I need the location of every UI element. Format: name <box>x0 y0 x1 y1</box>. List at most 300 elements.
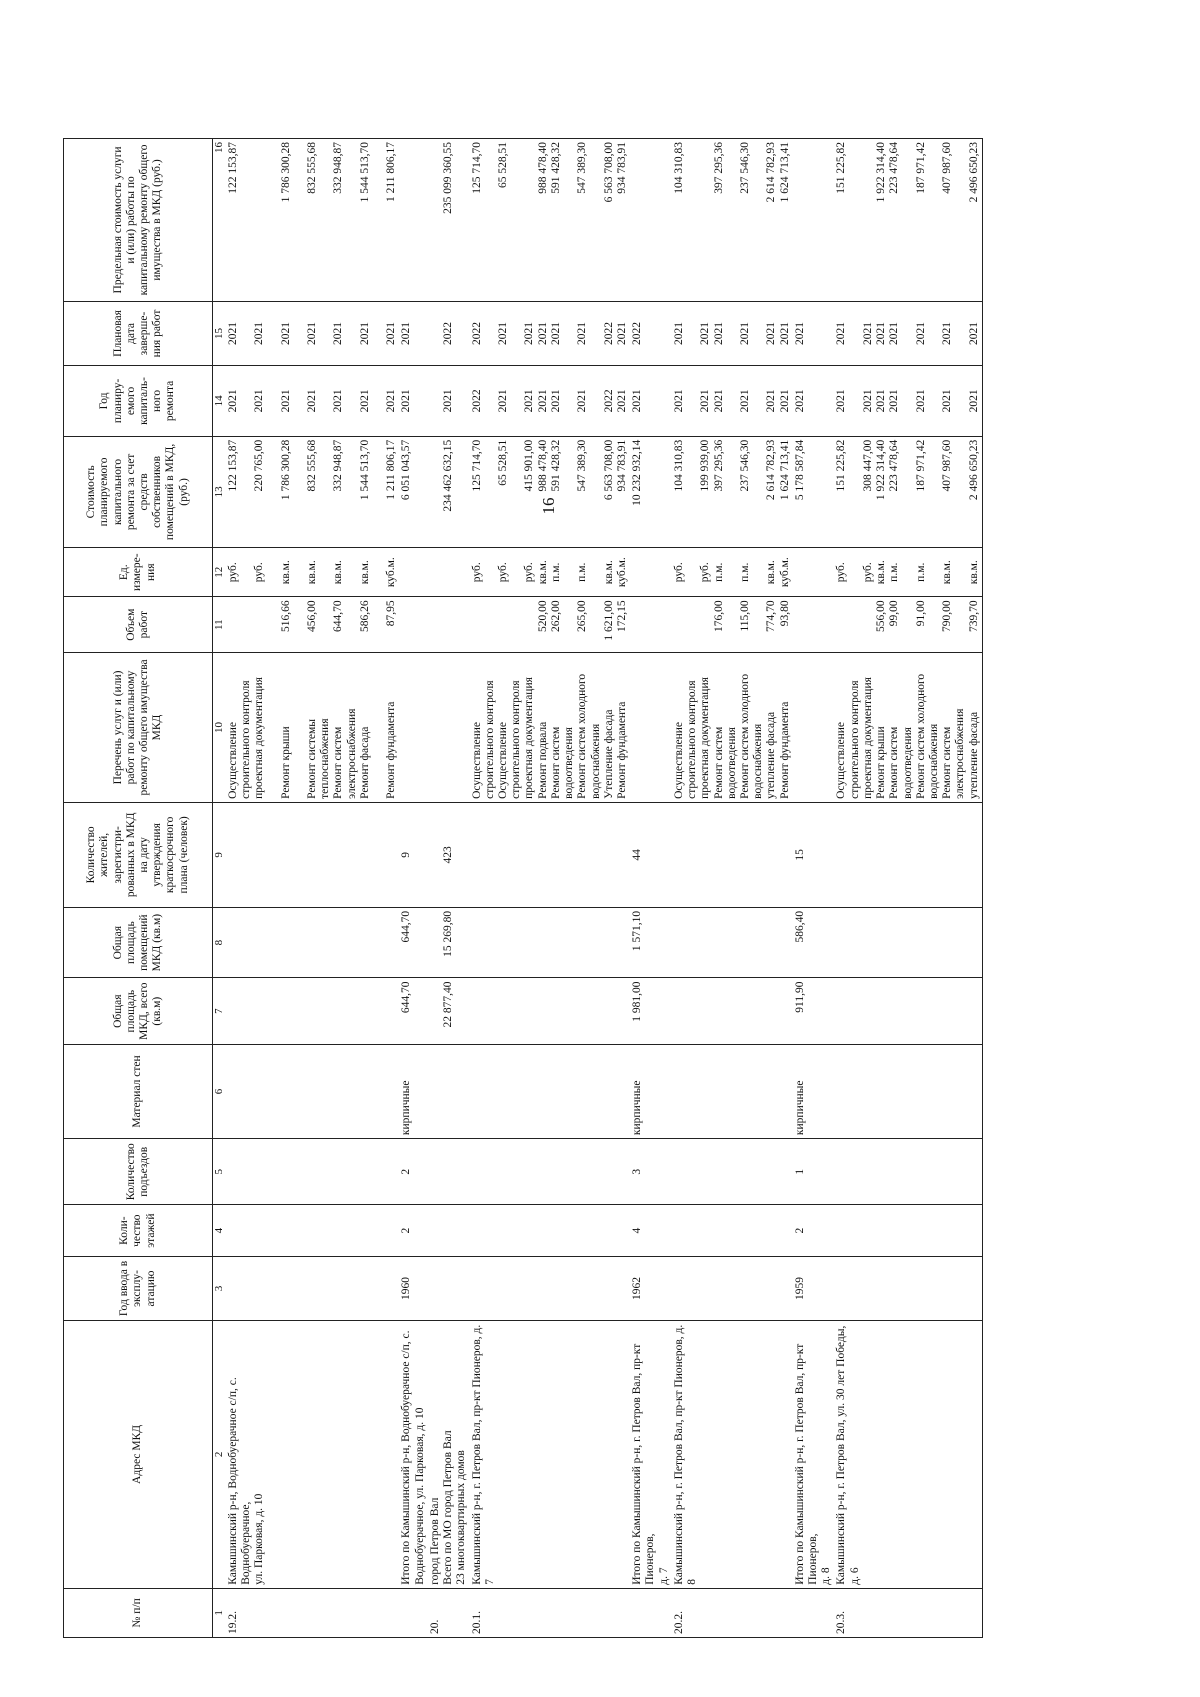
table-cell-col4 <box>630 1205 672 1256</box>
table-cell-col9 <box>630 802 672 907</box>
cell-line: 739,70 <box>967 600 980 632</box>
cell-line <box>266 551 279 593</box>
cell-line <box>429 806 442 904</box>
table-cell-col4 <box>834 1205 982 1256</box>
cell-line: 2021 <box>615 321 628 345</box>
table-cell-col8 <box>399 907 427 978</box>
cell-line: 2021 <box>941 389 954 413</box>
cell-line: п.м. <box>576 562 589 582</box>
cell-line <box>346 440 359 544</box>
cell-line: кирпичные <box>793 1080 806 1136</box>
table-cell-col10 <box>428 653 470 803</box>
cell-line <box>686 551 699 593</box>
table-cell-col5 <box>834 1139 982 1205</box>
cell-line <box>400 551 413 593</box>
cell-line: руб. <box>470 562 483 583</box>
table-row <box>834 139 982 1638</box>
cell-line: 407 987,60 <box>941 142 954 194</box>
cell-line <box>752 440 765 544</box>
cell-line: 151 225,82 <box>835 439 848 492</box>
column-number-14: 14 <box>213 366 226 437</box>
cell-line: 644,70 <box>400 981 413 1014</box>
cell-line: 2021 <box>358 389 371 413</box>
column-header-13: Стоимость планируемого капитального ремонта за счет средств собственников помещений в МКД, (руб.) <box>64 436 213 547</box>
cell-line: Ремонт системы <box>305 718 318 799</box>
cell-line: 237 546,30 <box>738 142 751 194</box>
cell-line <box>590 369 603 433</box>
table-cell-col12 <box>630 548 672 597</box>
cell-line: 1 786 300,28 <box>279 439 292 501</box>
table-cell-col7 <box>428 978 470 1044</box>
cell-line: 516,66 <box>279 600 292 632</box>
table-cell-col4 <box>672 1205 793 1256</box>
table-cell-col7 <box>226 978 400 1044</box>
table-cell-col11 <box>226 597 400 653</box>
cell-line: Ремонт систем холодного <box>914 673 927 799</box>
cell-line: 1 211 806,17 <box>385 439 398 500</box>
cell-line: 591 428,32 <box>549 439 562 492</box>
cell-line: п.м. <box>712 562 725 582</box>
cell-line <box>631 600 644 649</box>
cell-line: 2022 <box>602 321 615 345</box>
table-row <box>226 139 400 1638</box>
table-cell-col13 <box>672 436 793 547</box>
cell-line <box>928 551 941 593</box>
cell-line: водоотведения <box>563 727 576 799</box>
column-number-3: 3 <box>213 1256 226 1320</box>
cell-line: Ремонт систем холодного <box>738 673 751 799</box>
cell-line: 2021 <box>835 389 848 413</box>
cell-line: 415 901,00 <box>523 439 536 492</box>
table-cell-col8 <box>428 907 470 978</box>
cell-line <box>902 600 915 649</box>
cell-line <box>227 911 240 975</box>
cell-line: Итого по Камышинский р-н, г. Петров Вал, пр-кт Пионеров, <box>793 1343 820 1585</box>
column-number-15: 15 <box>213 301 226 365</box>
cell-line <box>293 440 306 544</box>
cell-line: 9 <box>400 852 413 858</box>
cell-line: 2021 <box>778 321 791 345</box>
cell-line: 2021 <box>536 321 549 345</box>
table-cell-col12 <box>399 548 427 597</box>
table-cell-col12 <box>226 548 400 597</box>
column-header-4: Коли-чество этажей <box>64 1205 213 1256</box>
table-cell-col7 <box>470 978 631 1044</box>
cell-line <box>293 142 306 298</box>
cell-line: проектная документация <box>523 677 536 799</box>
cell-line: 2 614 782,93 <box>765 142 778 203</box>
table-cell-col11 <box>428 597 470 653</box>
cell-line: 988 478,40 <box>536 142 549 194</box>
cell-line <box>835 1048 848 1135</box>
cell-line <box>429 142 442 298</box>
table-cell-col9 <box>672 802 793 907</box>
cell-line: 2021 <box>358 321 371 345</box>
cell-line <box>590 305 603 362</box>
cell-line: Ремонт систем <box>941 726 954 799</box>
table-cell-col4 <box>793 1205 835 1256</box>
cell-line <box>240 600 253 649</box>
cell-line: строительного контроля <box>239 680 252 799</box>
cell-line <box>429 911 442 975</box>
table-cell-col12 <box>793 548 835 597</box>
cell-line <box>227 981 240 1040</box>
table-cell-col11 <box>470 597 631 653</box>
cell-line: проектная документация <box>253 677 266 799</box>
table-cell-col3 <box>399 1256 427 1320</box>
cell-line: 2021 <box>253 389 266 413</box>
cell-line <box>673 1208 686 1252</box>
repair-plan-table <box>63 138 983 1638</box>
cell-line <box>631 656 644 799</box>
table-cell-col14 <box>428 366 470 437</box>
cell-line: водоотведения <box>725 727 738 799</box>
cell-line: Итого по Камышинский р-н, г. Петров Вал, пр-кт Пионеров, <box>631 1343 657 1585</box>
table-row <box>470 139 631 1638</box>
cell-line: 1959 <box>793 1276 806 1300</box>
table-cell-col10 <box>470 653 631 803</box>
table-cell-col1 <box>793 1588 835 1637</box>
table-cell-col13 <box>834 436 982 547</box>
table-cell-col14 <box>226 366 400 437</box>
cell-line: 187 971,42 <box>914 439 927 492</box>
cell-line <box>835 600 848 649</box>
cell-line: 2021 <box>385 389 398 413</box>
cell-line: 2021 <box>861 321 874 345</box>
cell-line <box>293 551 306 593</box>
cell-line: 2021 <box>712 321 725 345</box>
cell-line <box>590 440 603 544</box>
table-cell-col10 <box>672 653 793 803</box>
cell-line: 44 <box>631 849 644 861</box>
table-cell-col14 <box>672 366 793 437</box>
cell-line: 790,00 <box>941 600 954 632</box>
cell-line: п.м. <box>888 562 901 582</box>
cell-line <box>266 369 279 433</box>
cell-line: 556,00 <box>875 600 888 632</box>
cell-line: 223 478,64 <box>888 142 901 194</box>
table-cell-col8 <box>672 907 793 978</box>
cell-line: 911,90 <box>793 981 806 1013</box>
cell-line: 2021 <box>835 321 848 345</box>
cell-line: руб. <box>523 562 536 583</box>
cell-line <box>794 600 807 649</box>
table-cell-col6 <box>630 1044 672 1138</box>
cell-line <box>849 440 862 544</box>
table-cell-col5 <box>226 1139 400 1205</box>
cell-line: 2021 <box>279 389 292 413</box>
table-cell-col1 <box>226 1588 400 1637</box>
cell-line: 586,40 <box>793 910 806 943</box>
cell-line: кв.м. <box>332 560 345 585</box>
cell-line: кв.м. <box>765 560 778 585</box>
table-cell-col16 <box>226 139 400 302</box>
cell-line <box>471 911 484 975</box>
column-number-12: 12 <box>213 548 226 597</box>
cell-line: 397 295,36 <box>712 142 725 194</box>
table-cell-col13 <box>630 436 672 547</box>
cell-line <box>794 551 807 593</box>
cell-line <box>400 656 413 799</box>
cell-line: 591 428,32 <box>549 142 562 194</box>
cell-line <box>266 600 279 649</box>
cell-line: 220 765,00 <box>253 439 266 492</box>
cell-line <box>563 305 576 362</box>
cell-line <box>673 1142 686 1201</box>
cell-line <box>902 551 915 593</box>
cell-line: руб. <box>835 562 848 583</box>
cell-line <box>726 369 739 433</box>
cell-line: 22 877,40 <box>442 981 455 1028</box>
column-number-6: 6 <box>213 1044 226 1138</box>
cell-line: 23 многоквартирных домов <box>455 1450 468 1585</box>
cell-line <box>954 305 967 362</box>
cell-line <box>372 305 385 362</box>
cell-line <box>563 369 576 433</box>
cell-line: 407 987,60 <box>941 439 954 492</box>
cell-line <box>752 142 765 298</box>
cell-line: руб. <box>861 562 874 583</box>
cell-line: 1 786 300,28 <box>279 142 292 203</box>
cell-line <box>902 369 915 433</box>
cell-line: 2022 <box>602 389 615 413</box>
cell-line: кирпичные <box>631 1080 644 1136</box>
cell-line: 2021 <box>672 321 685 345</box>
cell-line <box>563 600 576 649</box>
table-cell-col2 <box>630 1321 672 1589</box>
cell-line <box>484 600 497 649</box>
cell-line: 2021 <box>778 389 791 413</box>
cell-line <box>590 142 603 298</box>
table-cell-col14 <box>834 366 982 437</box>
cell-line: 187 971,42 <box>914 142 927 194</box>
cell-line <box>752 369 765 433</box>
table-cell-col8 <box>470 907 631 978</box>
cell-line: Камышинский р-н, г. Петров Вал, пр-кт Пионеров, д. 8 <box>672 1324 699 1585</box>
table-cell-col1 <box>630 1588 672 1637</box>
cell-line: 2021 <box>497 389 510 413</box>
cell-line <box>686 142 699 298</box>
column-header-9: Количество жителей, зарегистри-рованных в МКД на дату утверждения краткосрочного плана (человек) <box>64 802 213 907</box>
cell-line <box>484 440 497 544</box>
table-cell-col14 <box>399 366 427 437</box>
cell-line <box>293 656 306 799</box>
cell-line <box>954 142 967 298</box>
cell-line: 1 <box>793 1168 806 1175</box>
cell-line: 172,15 <box>615 600 628 632</box>
cell-line <box>686 369 699 433</box>
cell-line <box>240 369 253 433</box>
cell-line <box>429 1260 442 1317</box>
cell-line: 65 528,51 <box>497 142 510 188</box>
table-cell-col11 <box>672 597 793 653</box>
cell-line: 2021 <box>914 321 927 345</box>
cell-line: 265,00 <box>576 600 589 632</box>
cell-line: 2 496 650,23 <box>967 142 980 203</box>
table-row <box>428 139 470 1638</box>
cell-line: 2021 <box>967 389 980 413</box>
cell-line: 520,00 <box>536 600 549 632</box>
cell-line <box>849 600 862 649</box>
cell-line: 20.3. <box>835 1611 848 1634</box>
cell-line: 2021 <box>712 389 725 413</box>
column-number-13: 13 <box>213 436 226 547</box>
rotated-table-container <box>63 138 1143 1638</box>
column-header-11: Объем работ <box>64 597 213 653</box>
cell-line <box>484 305 497 362</box>
cell-line: Осуществление <box>835 721 848 799</box>
cell-line <box>849 369 862 433</box>
cell-line: 2021 <box>765 389 778 413</box>
table-cell-col7 <box>793 978 835 1044</box>
cell-line: 1 544 513,70 <box>358 439 371 501</box>
table-cell-col9 <box>399 802 427 907</box>
cell-line <box>227 1260 240 1317</box>
cell-line <box>563 142 576 298</box>
cell-line: 122 153,87 <box>226 142 239 194</box>
cell-line: 2021 <box>536 389 549 413</box>
cell-line: 91,00 <box>914 600 927 627</box>
cell-line <box>346 551 359 593</box>
cell-line <box>752 600 765 649</box>
cell-line: 2021 <box>549 389 562 413</box>
cell-line <box>471 1142 484 1201</box>
cell-line: проектная документация <box>861 677 874 799</box>
cell-line <box>673 911 686 975</box>
table-cell-col7 <box>399 978 427 1044</box>
cell-line: водоснабжения <box>752 723 765 799</box>
cell-line: 99,00 <box>888 600 901 627</box>
cell-line: п.м. <box>738 562 751 582</box>
cell-line <box>372 142 385 298</box>
cell-line: п.м. <box>549 562 562 582</box>
cell-line: 2021 <box>576 321 589 345</box>
cell-line <box>266 656 279 799</box>
table-cell-col5 <box>470 1139 631 1205</box>
table-cell-col16 <box>399 139 427 302</box>
cell-line: 223 478,64 <box>888 439 901 492</box>
cell-line: 1 981,00 <box>631 981 644 1022</box>
cell-line: 20. <box>428 1619 441 1634</box>
table-cell-col8 <box>834 907 982 978</box>
cell-line: водоснабжения <box>928 723 941 799</box>
cell-line: Утепление фасада <box>602 709 615 799</box>
cell-line <box>563 551 576 593</box>
table-cell-col15 <box>834 301 982 365</box>
cell-line: 1 621,00 <box>602 600 615 641</box>
cell-line <box>293 600 306 649</box>
cell-line: 1 624 713,41 <box>778 142 791 203</box>
cell-line: 397 295,36 <box>712 439 725 492</box>
cell-line: 2 <box>400 1227 413 1234</box>
cell-line <box>429 305 442 362</box>
table-cell-col14 <box>793 366 835 437</box>
cell-line: 2021 <box>738 321 751 345</box>
cell-line <box>928 440 941 544</box>
cell-line <box>510 600 523 649</box>
cell-line <box>794 656 807 799</box>
cell-line: Ремонт фундамента <box>778 701 791 799</box>
table-cell-col14 <box>470 366 631 437</box>
table-cell-col10 <box>834 653 982 803</box>
column-number-1: 1 <box>213 1588 226 1637</box>
cell-line <box>227 1208 240 1252</box>
table-cell-col7 <box>630 978 672 1044</box>
table-row <box>793 139 835 1638</box>
cell-line: 2022 <box>442 321 455 345</box>
cell-line: 547 389,30 <box>576 439 589 492</box>
cell-line: 2021 <box>253 321 266 345</box>
cell-line: электроснабжения <box>345 708 358 799</box>
cell-line: 3 <box>631 1168 644 1175</box>
cell-line <box>726 600 739 649</box>
cell-line <box>227 600 240 649</box>
cell-line <box>471 1260 484 1317</box>
cell-line: 20.1. <box>470 1611 483 1634</box>
cell-line: 2021 <box>279 321 292 345</box>
cell-line: Ремонт фундамента <box>385 701 398 799</box>
cell-line <box>227 1142 240 1201</box>
cell-line: водоснабжения <box>589 723 602 799</box>
cell-line <box>497 600 510 649</box>
column-header-15: Плановая дата заверше-ния работ <box>64 301 213 365</box>
cell-line <box>510 305 523 362</box>
cell-line: 2021 <box>523 321 536 345</box>
cell-line: 125 714,70 <box>470 439 483 492</box>
cell-line: 2021 <box>631 389 644 413</box>
cell-line: утепление фасада <box>967 711 980 799</box>
cell-line: 2021 <box>888 389 901 413</box>
cell-line: строительного контроля <box>510 680 523 799</box>
cell-line: куб.м. <box>778 557 791 588</box>
column-header-5: Количество подъездов <box>64 1139 213 1205</box>
cell-line <box>954 551 967 593</box>
table-cell-col10 <box>630 653 672 803</box>
table-cell-col14 <box>630 366 672 437</box>
cell-line: куб.м. <box>385 557 398 588</box>
table-cell-col11 <box>399 597 427 653</box>
cell-line <box>429 369 442 433</box>
cell-line <box>266 305 279 362</box>
cell-line <box>928 142 941 298</box>
cell-line: Ремонт подвала <box>536 721 549 799</box>
cell-line: 934 783,91 <box>615 439 628 492</box>
cell-line: город Петров Вал <box>428 1497 441 1585</box>
table-cell-col5 <box>793 1139 835 1205</box>
cell-line <box>319 600 332 649</box>
cell-line: 832 555,68 <box>305 439 318 492</box>
cell-line <box>400 600 413 649</box>
table-cell-col8 <box>630 907 672 978</box>
cell-line <box>686 305 699 362</box>
cell-line <box>346 305 359 362</box>
table-cell-col13 <box>793 436 835 547</box>
table-cell-col9 <box>226 802 400 907</box>
table-cell-col16 <box>834 139 982 302</box>
cell-line: кв.м. <box>358 560 371 585</box>
table-cell-col11 <box>630 597 672 653</box>
cell-line: Камышинский р-н, г. Петров Вал, ул. 30 лет Победы, д. 6 <box>835 1325 861 1585</box>
cell-line: Осуществление <box>672 721 685 799</box>
cell-line <box>510 440 523 544</box>
cell-line: 1962 <box>631 1276 644 1300</box>
cell-line: 832 555,68 <box>305 142 318 194</box>
table-cell-col12 <box>834 548 982 597</box>
cell-line <box>928 369 941 433</box>
cell-line: строительного контроля <box>686 680 699 799</box>
column-number-2: 2 <box>213 1321 226 1589</box>
cell-line: 65 528,51 <box>497 439 510 486</box>
